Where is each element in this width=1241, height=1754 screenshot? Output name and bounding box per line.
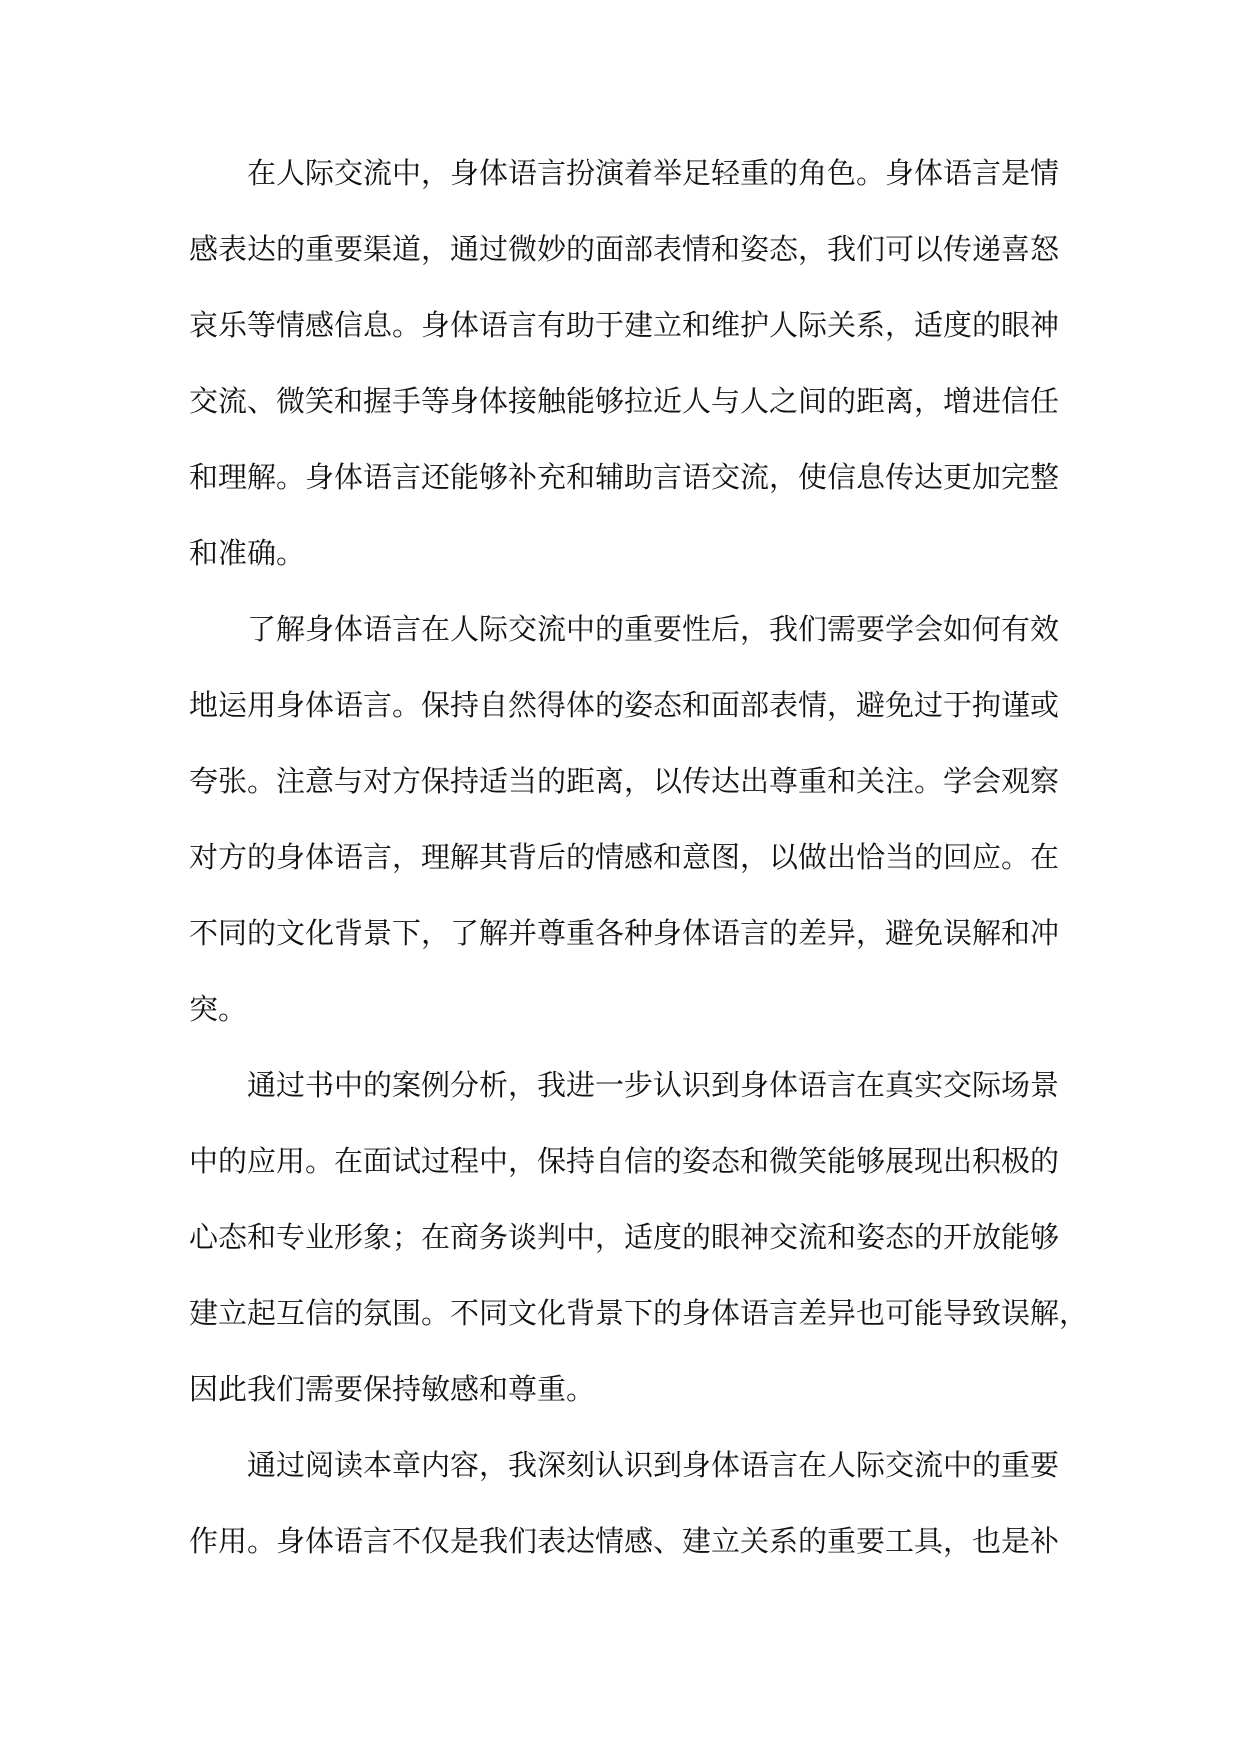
paragraph-2-line-3: 夸张。注意与对方保持适当的距离，以传达出尊重和关注。学会观察	[189, 764, 1060, 798]
document-body	[189, 142, 1089, 1586]
paragraph-3-line-1: 通过书中的案例分析，我进一步认识到身体语言在真实交际场景	[247, 1068, 1060, 1102]
paragraph-4-line-1: 通过阅读本章内容，我深刻认识到身体语言在人际交流中的重要	[247, 1448, 1060, 1482]
paragraph-1-line-3: 哀乐等情感信息。身体语言有助于建立和维护人际关系，适度的眼神	[189, 308, 1060, 342]
paragraph-1-line-6: 和准确。	[189, 536, 306, 570]
paragraph-1-line-1: 在人际交流中，身体语言扮演着举足轻重的角色。身体语言是情	[247, 156, 1060, 190]
paragraph-2-line-4: 对方的身体语言，理解其背后的情感和意图，以做出恰当的回应。在	[189, 840, 1060, 874]
paragraph-3-line-4: 建立起互信的氛围。不同文化背景下的身体语言差异也可能导致误解，	[189, 1296, 1089, 1330]
paragraph-1-line-4: 交流、微笑和握手等身体接触能够拉近人与人之间的距离，增进信任	[189, 384, 1060, 418]
paragraph-1-line-2: 感表达的重要渠道，通过微妙的面部表情和姿态，我们可以传递喜怒	[189, 232, 1060, 266]
paragraph-3-line-3: 心态和专业形象；在商务谈判中，适度的眼神交流和姿态的开放能够	[189, 1220, 1060, 1254]
paragraph-1-line-5: 和理解。身体语言还能够补充和辅助言语交流，使信息传达更加完整	[189, 460, 1060, 494]
paragraph-2-line-6: 突。	[189, 992, 248, 1026]
paragraph-2-line-2: 地运用身体语言。保持自然得体的姿态和面部表情，避免过于拘谨或	[189, 688, 1060, 722]
paragraph-4-line-2: 作用。身体语言不仅是我们表达情感、建立关系的重要工具，也是补	[189, 1524, 1060, 1558]
paragraph-3-line-2: 中的应用。在面试过程中，保持自信的姿态和微笑能够展现出积极的	[189, 1144, 1060, 1178]
paragraph-2-line-5: 不同的文化背景下，了解并尊重各种身体语言的差异，避免误解和冲	[189, 916, 1060, 950]
paragraph-2-line-1: 了解身体语言在人际交流中的重要性后，我们需要学会如何有效	[247, 612, 1060, 646]
paragraph-3-line-5: 因此我们需要保持敏感和尊重。	[189, 1372, 596, 1406]
